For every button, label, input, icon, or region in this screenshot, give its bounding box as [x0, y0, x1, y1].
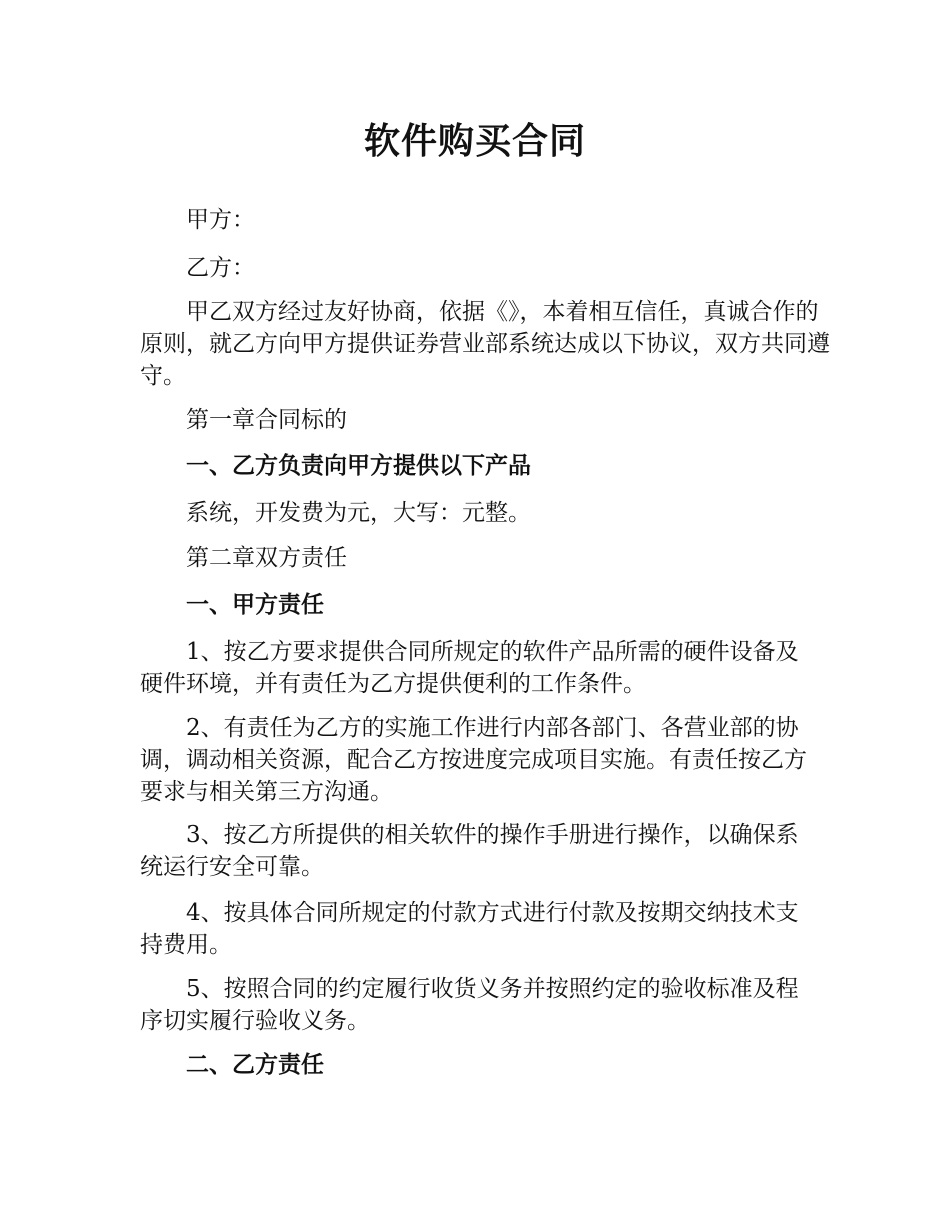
intro-paragraph: 甲乙双方经过友好协商，依据《》，本着相互信任，真诚合作的原则，就乙方向甲方提供证券营业部系统达成以下协议，双方共同遵守。	[140, 299, 830, 389]
chapter-1-heading: 第一章合同标的	[186, 407, 347, 433]
item-5: 5、按照合同的约定履行收货义务并按照约定的验收标准及程序切实履行验收义务。	[140, 976, 799, 1034]
party-b-line: 乙方：	[186, 255, 255, 281]
section-2-1-heading: 一、甲方责任	[186, 592, 324, 618]
product-line: 系统，开发费为元，大写：元整。	[186, 500, 531, 526]
section-1-1-heading: 一、乙方负责向甲方提供以下产品	[186, 453, 531, 479]
party-a-line: 甲方：	[186, 207, 255, 233]
item-4: 4、按具体合同所规定的付款方式进行付款及按期交纳技术支持费用。	[140, 900, 799, 958]
item-2: 2、有责任为乙方的实施工作进行内部各部门、各营业部的协调，调动相关资源，配合乙方按进度完成项目实施。有责任按乙方要求与相关第三方沟通。	[140, 715, 807, 805]
item-3: 3、按乙方所提供的相关软件的操作手册进行操作，以确保系统运行安全可靠。	[140, 822, 799, 880]
document-title: 软件购买合同	[363, 121, 586, 162]
item-1: 1、按乙方要求提供合同所规定的软件产品所需的硬件设备及硬件环境，并有责任为乙方提供便利的工作条件。	[140, 639, 799, 697]
section-2-2-heading: 二、乙方责任	[186, 1052, 324, 1078]
chapter-2-heading: 第二章双方责任	[186, 545, 347, 571]
